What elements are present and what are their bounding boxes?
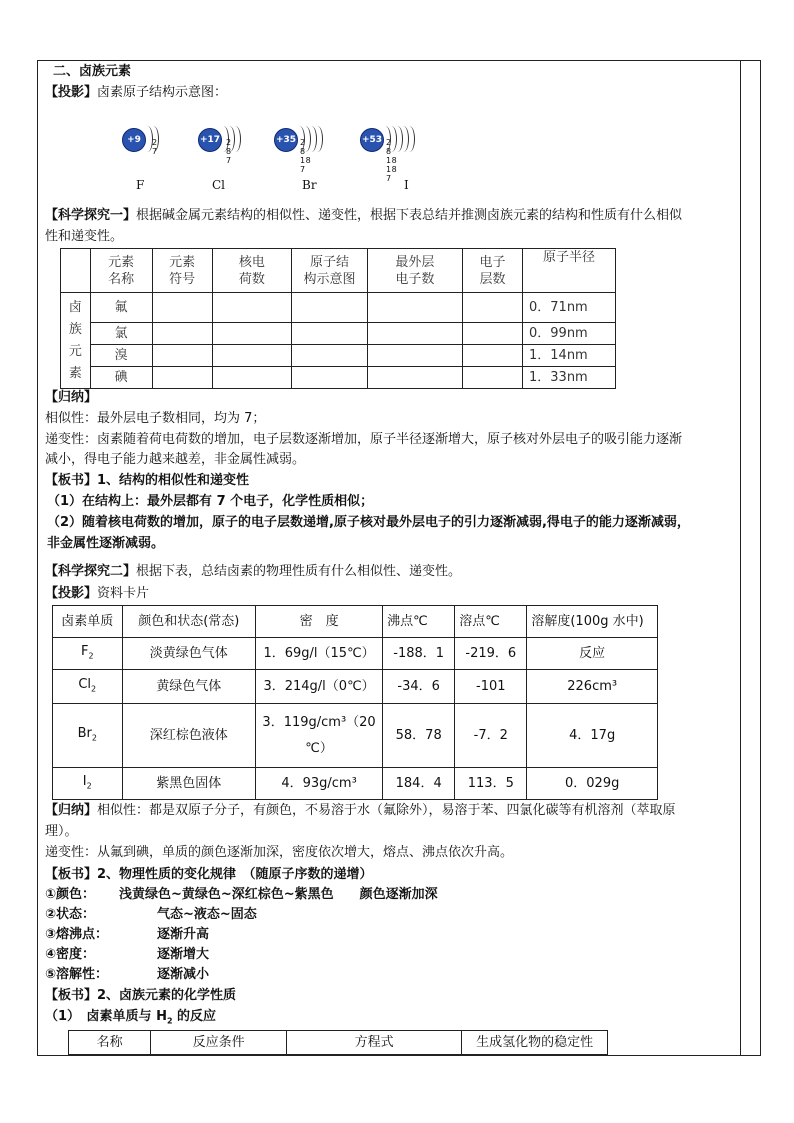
header-cell: 最外层 电子数 <box>367 249 462 293</box>
atomic-radius: 1．33nm <box>523 367 616 389</box>
shell-arc <box>404 126 415 152</box>
color-state-cell: 深红棕色液体 <box>122 704 256 768</box>
symbol-f: F <box>136 178 145 192</box>
substance-cell: $I_2$ <box>53 768 123 800</box>
board3-tag: 【板书】 <box>45 988 98 1003</box>
table-row <box>61 323 616 345</box>
table-row <box>53 768 658 800</box>
nucleus-br: +35 <box>274 128 298 152</box>
projection-tag: 【投影】 <box>45 85 98 100</box>
table-row <box>61 367 616 389</box>
projection-line <box>45 84 227 102</box>
section-title: 二、卤族元素 <box>53 64 132 79</box>
table-row <box>53 704 658 768</box>
symbol-i: I <box>404 178 409 192</box>
shell-arc <box>312 126 323 152</box>
table-header-row <box>61 249 616 293</box>
summary1-similar: 相似性：最外层电子数相同，均为 7； <box>45 411 266 426</box>
nucleus-f: +9 <box>122 128 146 152</box>
board1-point2-line1: （2）随着核电荷数的增加，原子的电子层数递增,原子核对最外层电子的引力逐渐减弱,得电子的能力逐渐减弱， <box>47 515 690 530</box>
header-cell: 方程式 <box>287 1031 462 1055</box>
table-header-row <box>69 1031 608 1055</box>
substance-cell: $F_2$ <box>53 638 123 670</box>
summary2-trend: 递变性：从氟到碘，单质的颜色逐渐加深，密度依次增大，熔点、沸点依次升高。 <box>45 845 514 860</box>
boiling-point-cell: -34．6 <box>383 670 455 704</box>
frame-right-divider <box>740 60 741 1056</box>
board2-title: 2、物理性质的变化规律 （随原子序数的递增） <box>97 867 373 882</box>
board2-item-color: ①颜色： 浅黄绿色~黄绿色~深红棕色~紫黑色 颜色逐渐加深 <box>45 887 438 902</box>
color-state-cell: 淡黄绿色气体 <box>122 638 256 670</box>
header-cell: 卤素单质 <box>53 606 123 638</box>
halogen-hydrogen-reaction-table <box>68 1030 608 1055</box>
boiling-point-cell: -188．1 <box>383 638 455 670</box>
table-row <box>61 345 616 367</box>
reaction-heading: （1） 卤素单质与 $H_2$ 的反应 <box>45 1009 217 1026</box>
summary2-line1 <box>45 802 676 820</box>
boiling-point-cell: 184．4 <box>383 768 455 800</box>
halogen-structure-table <box>60 248 616 389</box>
explore2-tag: 【科学探究二】 <box>45 564 137 579</box>
color-state-cell: 紫黑色固体 <box>122 768 256 800</box>
header-cell: 名称 <box>69 1031 151 1055</box>
header-cell: 原子半径 <box>523 249 616 293</box>
nucleus-cl: +17 <box>198 128 222 152</box>
header-cell: 颜色和状态(常态) <box>122 606 256 638</box>
projection2-line <box>45 585 149 603</box>
header-cell: 溶解度(100g 水中) <box>527 606 658 638</box>
element-name: 碘 <box>90 367 152 389</box>
summary2-line2: 理）。 <box>45 824 78 839</box>
header-cell: 核电 荷数 <box>212 249 292 293</box>
explore1-line1 <box>45 207 682 225</box>
board1-point1: （1）在结构上：最外层都有 7 个电子，化学性质相似； <box>47 494 374 509</box>
atom-structure-diagram <box>108 128 448 198</box>
element-name: 氟 <box>90 293 152 323</box>
board2-item-solubility: ⑤溶解性： 逐渐减小 <box>45 967 210 982</box>
projection-text: 卤素原子结构示意图： <box>97 85 228 100</box>
shell-electrons-i: 2 8 18 18 7 <box>386 138 398 183</box>
summary1-trend-line1: 递变性：卤素随着荷电荷数的增加，电子层数逐渐增加，原子半径逐渐增大，原子核对外层电子的吸引能力逐渐 <box>45 432 683 447</box>
board1-point2-line2: 非金属性逐渐减弱。 <box>47 536 165 551</box>
shell-electrons-cl: 2 8 7 <box>226 138 232 165</box>
board1-heading <box>45 472 249 490</box>
substance-cell: $Br_2$ <box>53 704 123 768</box>
atomic-radius: 0．71nm <box>523 293 616 323</box>
table-row <box>53 670 658 704</box>
summary1-trend-line2: 减小，得电子能力越来越差，非金属性减弱。 <box>45 452 306 467</box>
board3-heading <box>45 987 236 1005</box>
summary2-tag: 【归纳】 <box>45 803 98 818</box>
board2-item-state: ②状态： 气态~液态~固态 <box>45 907 257 922</box>
projection2-text: 资料卡片 <box>97 586 150 601</box>
symbol-br: Br <box>302 178 317 192</box>
explore1-text: 根据碱金属元素结构的相似性、递变性，根据下表总结并推测卤族元素的结构和性质有什么相似 <box>136 208 683 223</box>
header-cell: 溶点℃ <box>455 606 527 638</box>
nucleus-i: +53 <box>360 128 384 152</box>
header-cell: 反应条件 <box>151 1031 287 1055</box>
explore2-text: 根据下表，总结卤素的物理性质有什么相似性、递变性。 <box>136 564 462 579</box>
melting-point-cell: -101 <box>455 670 527 704</box>
summary2-similar: 相似性：都是双原子分子，有颜色，不易溶于水（氟除外），易溶于苯、四氯化碳等有机溶剂（萃取原 <box>97 803 676 818</box>
melting-point-cell: 113．5 <box>455 768 527 800</box>
solubility-cell: 0．029g <box>527 768 658 800</box>
group-label-cell: 卤 族 元 素 <box>61 293 91 389</box>
board1-title: 1、结构的相似性和递变性 <box>97 473 250 488</box>
table-header-row <box>53 606 658 638</box>
color-state-cell: 黄绿色气体 <box>122 670 256 704</box>
board2-item-density: ④密度： 逐渐增大 <box>45 947 210 962</box>
board2-item-melting: ③熔沸点： 逐渐升高 <box>45 927 210 942</box>
density-cell: 4．93g/cm³ <box>256 768 383 800</box>
explore1-line2: 性和递变性。 <box>45 229 124 244</box>
header-cell: 原子结 构示意图 <box>292 249 368 293</box>
header-cell: 电子 层数 <box>463 249 523 293</box>
element-name: 氯 <box>90 323 152 345</box>
atomic-radius: 1．14nm <box>523 345 616 367</box>
shell-electrons-f: 2 7 <box>152 138 158 156</box>
header-cell: 元素 符号 <box>152 249 212 293</box>
melting-point-cell: -7．2 <box>455 704 527 768</box>
board2-heading <box>45 866 373 884</box>
header-cell: 生成氢化物的稳定性 <box>462 1031 608 1055</box>
header-cell: 沸点℃ <box>383 606 455 638</box>
atomic-radius: 0．99nm <box>523 323 616 345</box>
substance-cell: $Cl_2$ <box>53 670 123 704</box>
header-cell: 元素 名称 <box>90 249 152 293</box>
solubility-cell: 反应 <box>527 638 658 670</box>
boiling-point-cell: 58．78 <box>383 704 455 768</box>
shell-electrons-br: 2 8 18 7 <box>300 138 312 174</box>
board1-tag: 【板书】 <box>45 473 98 488</box>
board2-tag: 【板书】 <box>45 867 98 882</box>
header-cell-empty <box>61 249 91 293</box>
density-cell: 1．69g/l（15℃） <box>256 638 383 670</box>
element-name: 溴 <box>90 345 152 367</box>
board3-title: 2、卤族元素的化学性质 <box>97 988 237 1003</box>
explore1-tag: 【科学探究一】 <box>45 208 137 223</box>
melting-point-cell: -219．6 <box>455 638 527 670</box>
density-cell: 3．214g/l（0℃） <box>256 670 383 704</box>
halogen-physical-properties-table <box>52 605 658 800</box>
symbol-cl: Cl <box>212 178 226 192</box>
density-cell: 3．119g/cm³（20 ℃） <box>256 704 383 768</box>
table-row <box>53 638 658 670</box>
projection2-tag: 【投影】 <box>45 586 98 601</box>
explore2-line <box>45 563 461 581</box>
shell-arc <box>230 126 241 152</box>
summary1-tag: 【归纳】 <box>45 390 98 405</box>
solubility-cell: 4．17g <box>527 704 658 768</box>
header-cell: 密 度 <box>256 606 383 638</box>
solubility-cell: 226cm³ <box>527 670 658 704</box>
table-row <box>61 293 616 323</box>
